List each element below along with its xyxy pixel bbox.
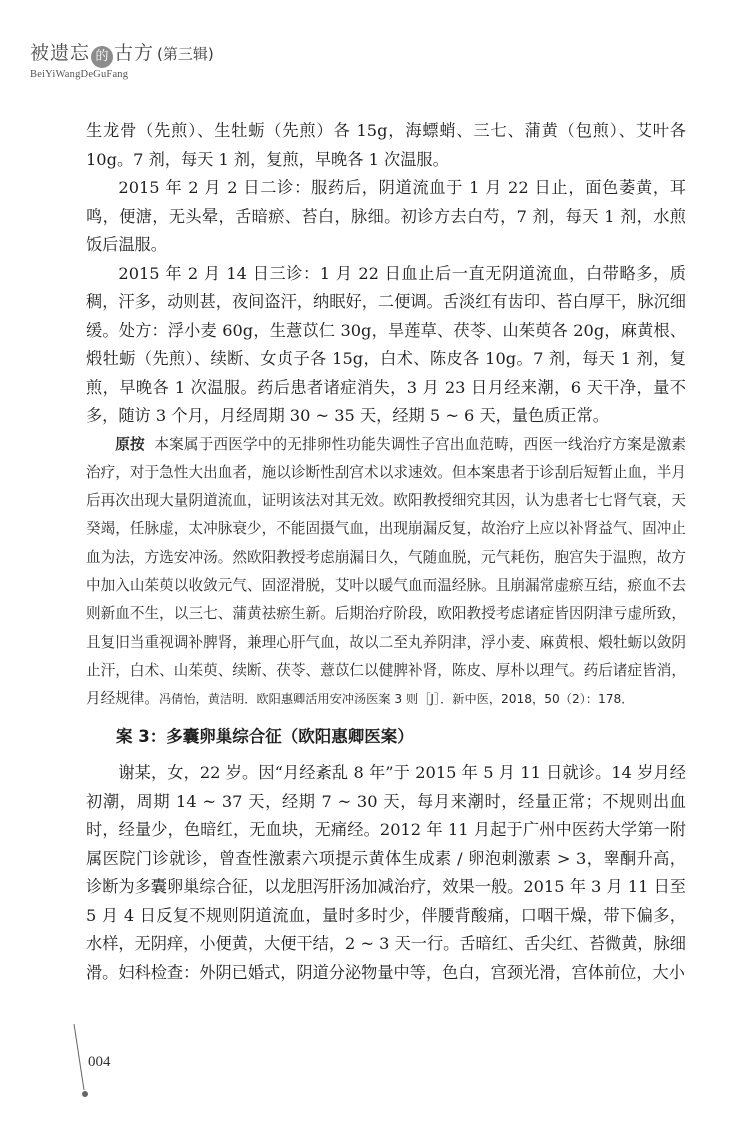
book-title-circle-char: 的 xyxy=(91,46,113,68)
page-body xyxy=(86,117,686,987)
page-number: 004 xyxy=(88,1054,111,1070)
book-title-part1: 被遗忘 xyxy=(30,42,91,64)
note-body: 本案属于西医学中的无排卵性功能失调性子宫出血范畴，西医一线治疗方案是激素治疗，对于急性大出血者，施以诊断性刮宫术以求速效。但本案患者于诊刮后短暂止血，半月后再次出现大量阴道流血，证明该法对其无效。欧阳教授细究其因，认为患者七七肾气衰，天癸竭，任脉虚，太冲脉衰少，不能固摄气血，出现崩漏反复，故治疗上应以补肾益气、固冲止血为法，方选安冲汤。然欧阳教授考虑崩漏日久，气随血脱，元气耗伤，胞宫失于温煦，故方中加入山茱萸以收敛元气、固涩滑脱，艾叶以暖气血而温经脉。且崩漏常虚瘀互结，瘀血不去则新血不生，以三七、蒲黄祛瘀生新。后期治疗阶段，欧阳教授考虑诸症皆因阴津亏虚所致，且复旧当重视调补脾肾，兼理心肝气血，故以二至丸养阴津，浮小麦、麻黄根、煅牡蛎以敛阴止汗，白术、山茱萸、续断、茯苓、薏苡仁以健脾补肾，陈皮、厚朴以理气。药后诸症皆消，月经规律。 xyxy=(86,435,686,708)
body-paragraph: 2015 年 2 月 14 日三诊：1 月 22 日血止后一直无阴道流血，白带略多，质稠，汗多，动则甚，夜间盗汗，纳眠好，二便调。舌淡红有齿印、苔白厚干，脉沉细缓。处方：浮小麦 60g，生薏苡仁 30g，旱莲草、茯苓、山茱萸各 20g，麻黄根、煅牡蛎（先煎）、续断、女贞子各 15g，白术、陈皮各 10g。7 剂，每天 1 剂，复煎，早晚各 1 次温服。药后患者诸症消失，3 月 23 日月经来潮，6 天干净，量不多，随访 3 个月，月经周期 30 ~ 35 天，经期 5 ~ 6 天，量色质正常。 xyxy=(86,263,686,425)
editor-note xyxy=(86,431,686,714)
note-label: 原按 xyxy=(115,435,145,453)
note-citation: 冯倩怡，黄洁明．欧阳惠卿活用安冲汤医案 3 则［J］．新中医，2018，50（2）：178． xyxy=(158,692,634,707)
book-subtitle: (第三辑) xyxy=(157,45,214,63)
body-paragraph: 生龙骨（先煎）、生牡蛎（先煎）各 15g，海螵蛸、三七、蒲黄（包煎）、艾叶各 10g。7 剂，每天 1 剂，复煎，早晚各 1 次温服。 xyxy=(86,121,686,169)
book-title-part2: 古方 xyxy=(114,42,155,64)
book-title-pinyin: BeiYiWangDeGuFang xyxy=(30,69,129,80)
body-paragraph: 2015 年 2 月 2 日二诊：服药后，阴道流血于 1 月 22 日止，面色萎黄，耳鸣，便溏，无头晕，舌暗瘀、苔白，脉细。初诊方去白芍，7 剂，每天 1 剂，水煎饭后温服。 xyxy=(86,178,686,254)
body-paragraph: 谢某，女，22 岁。因“月经紊乱 8 年”于 2015 年 5 月 11 日就诊。14 岁月经初潮，周期 14 ~ 37 天，经期 7 ~ 30 天，每月来潮时，经量正常；不规则出血时，经量少，色暗红，无血块，无痛经。2012 年 11 月起于广州中医药大学第一附属医院门诊就诊，曾查性激素六项提示黄体生成素 / 卵泡刺激素 > 3，睾酮升高，诊断为多囊卵巢综合征，以龙胆泻肝汤加减治疗，效果一般。2015 年 3 月 11 日至 5 月 4 日反复不规则阴道流血，量时多时少，伴腰背酸痛，口咽干燥，带下偏多，水样，无阴痒，小便黄，大便干结，2 ~ 3 天一行。舌暗红、舌尖红、苔微黄，脉细滑。妇科检查：外阴已婚式，阴道分泌物量中等，色白，宫颈光滑，宫体前位，大小 xyxy=(86,763,686,982)
section-heading: 案 3：多囊卵巢综合征（欧阳惠卿医案） xyxy=(116,727,414,747)
book-title xyxy=(30,38,214,67)
running-header xyxy=(30,38,214,80)
